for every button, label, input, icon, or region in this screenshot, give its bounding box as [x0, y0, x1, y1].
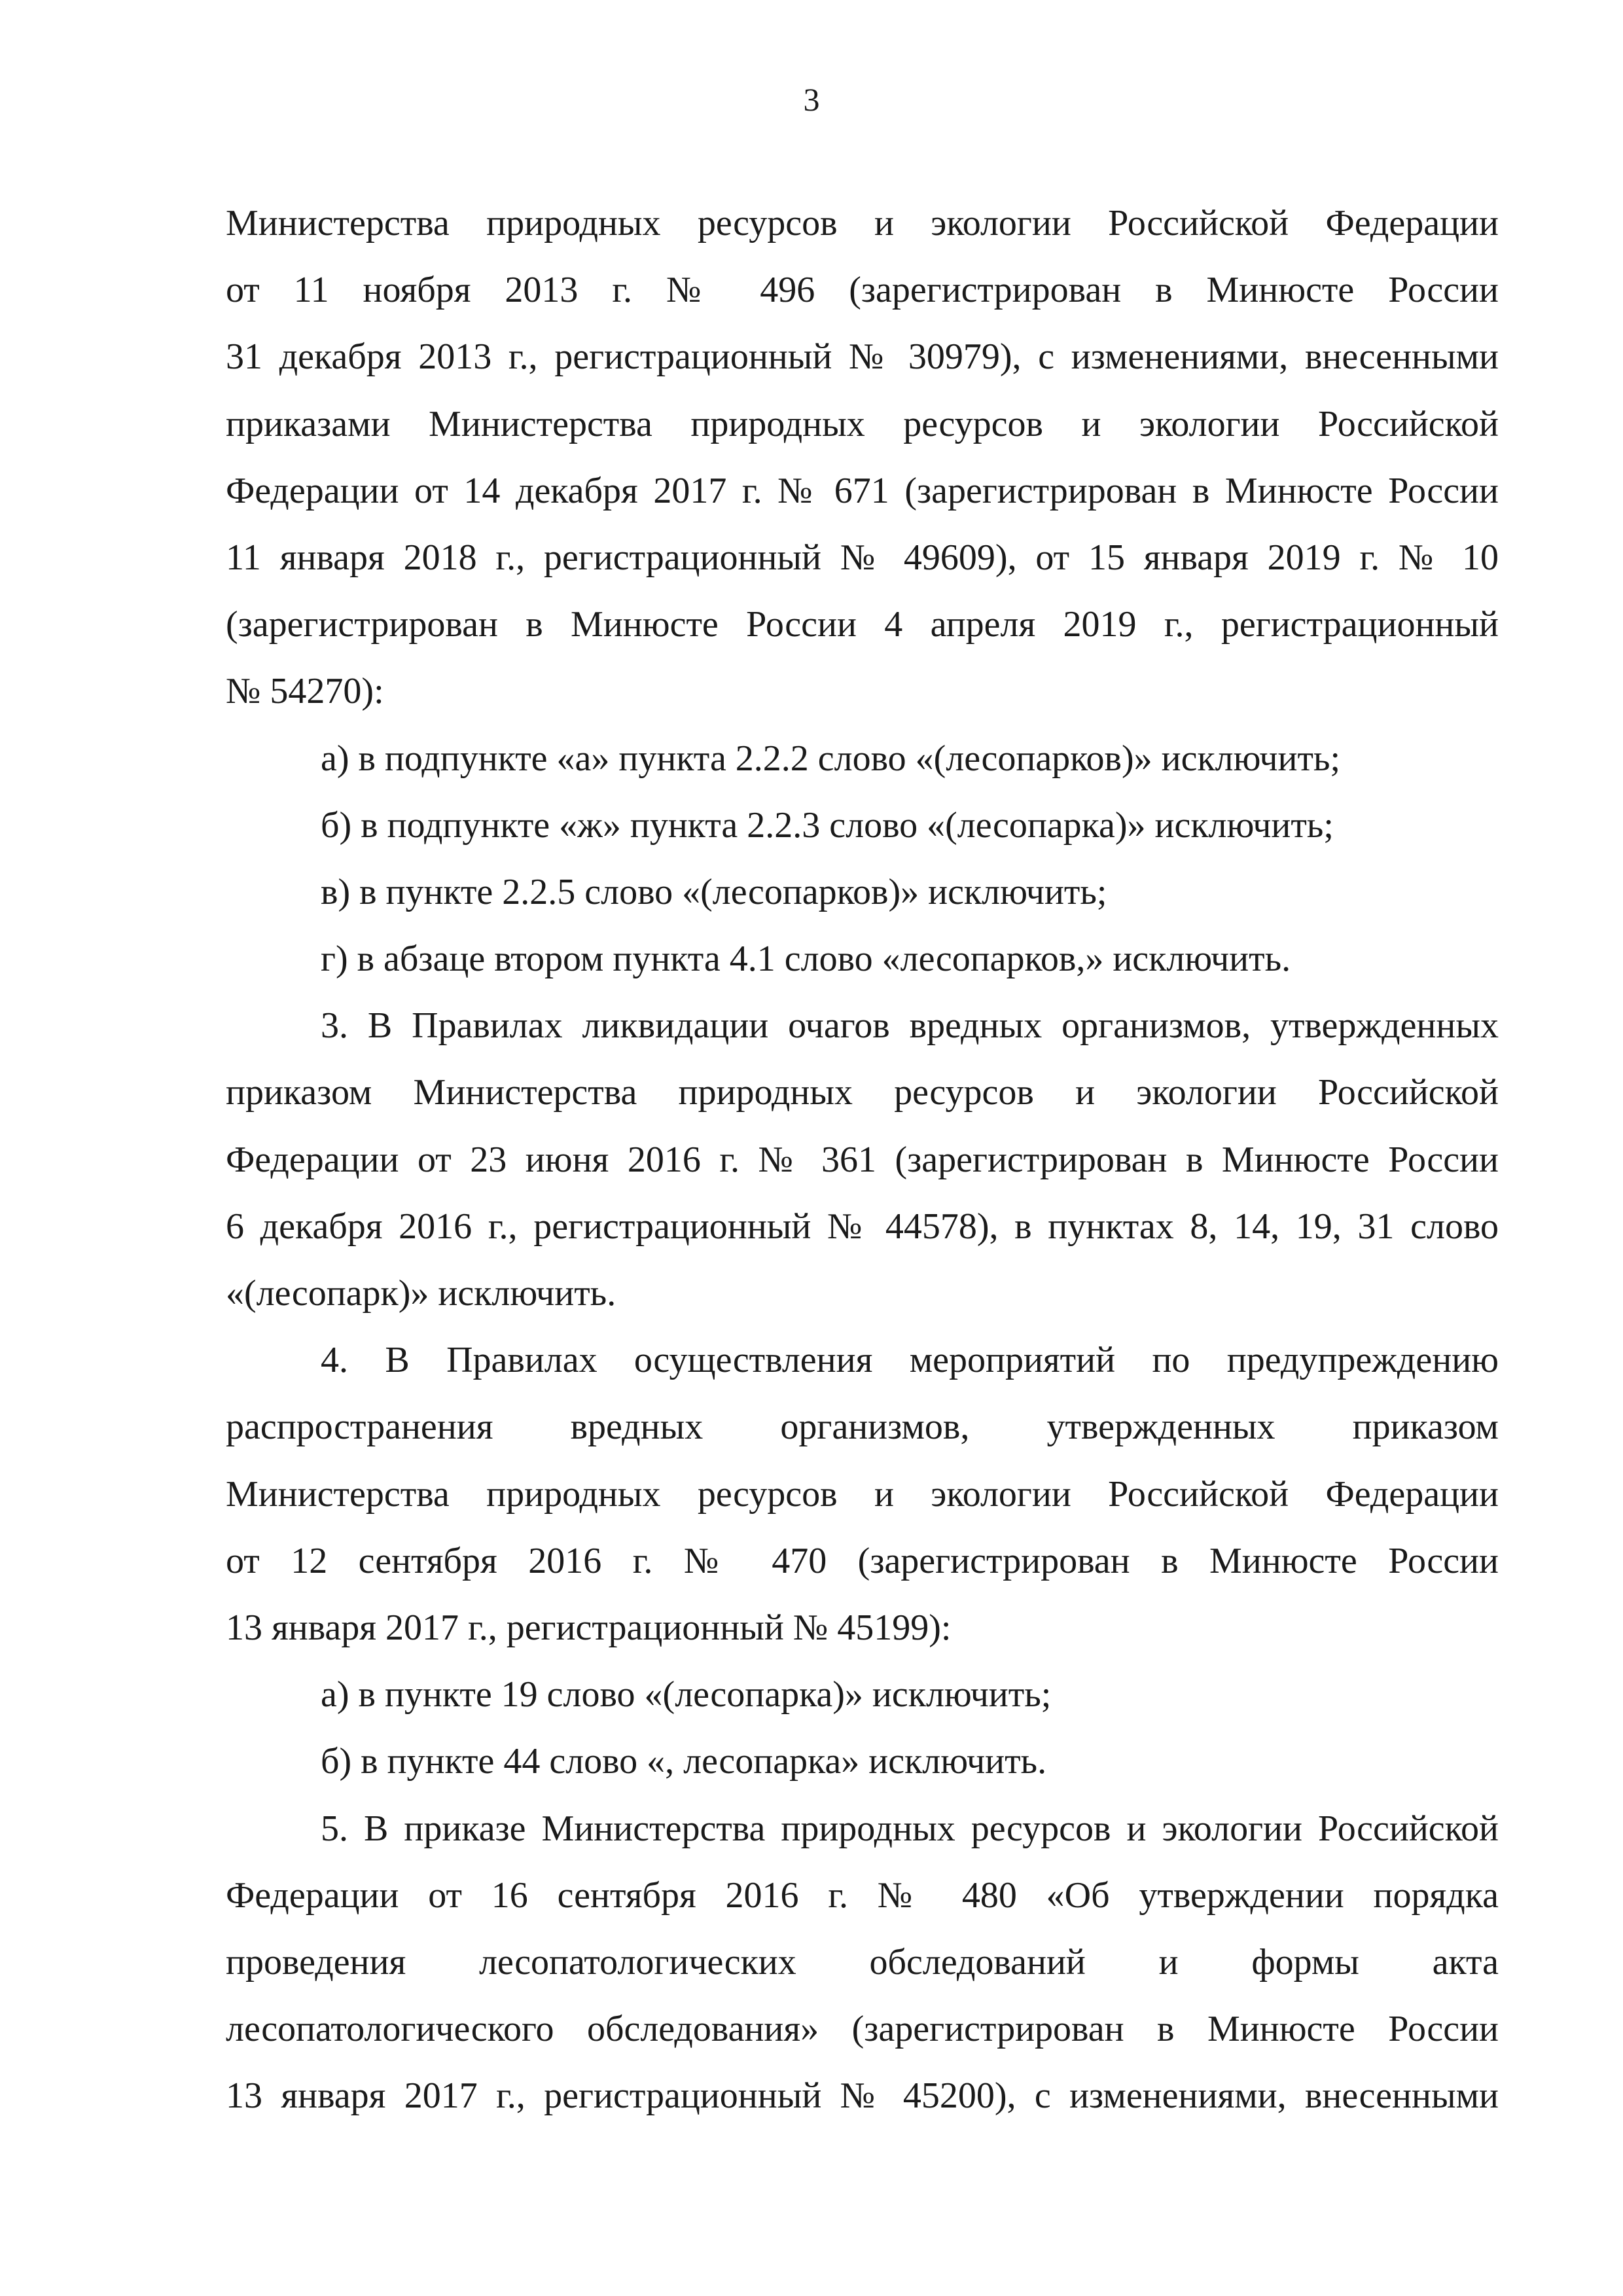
body-text [226, 190, 1499, 2129]
text-line: 31 декабря 2013 г., регистрационный № 30979), с изменениями, внесенными [226, 336, 1499, 378]
paragraph-start: 5. В приказе Министерства природных ресурсов и экологии Российской [321, 1808, 1499, 1849]
list-item: б) в подпункте «ж» пункта 2.2.3 слово «(лесопарка)» исключить; [321, 804, 1334, 846]
text-line: лесопатологического обследования» (зарегистрирован в Минюсте России [226, 2009, 1499, 2050]
text-line: Министерства природных ресурсов и экологии Российской Федерации [226, 1473, 1499, 1515]
text-line: распространения вредных организмов, утвержденных приказом [226, 1407, 1499, 1448]
text-line: Министерства природных ресурсов и экологии Российской Федерации [226, 203, 1499, 243]
text-line: от 11 ноября 2013 г. № 496 (зарегистрирован в Минюсте России [226, 270, 1499, 311]
list-item: б) в пункте 44 слово «, лесопарка» исключить. [321, 1741, 1047, 1782]
text-line: от 12 сентября 2016 г. № 470 (зарегистрирован в Минюсте России [226, 1540, 1499, 1581]
text-line: (зарегистрирован в Минюсте России 4 апреля 2019 г., регистрационный [226, 604, 1499, 645]
text-line: Федерации от 14 декабря 2017 г. № 671 (зарегистрирован в Минюсте России [226, 470, 1499, 511]
paragraph-start: 3. В Правилах ликвидации очагов вредных организмов, утвержденных [321, 1005, 1499, 1047]
text-line: 6 декабря 2016 г., регистрационный № 44578), в пунктах 8, 14, 19, 31 слово [226, 1206, 1499, 1247]
list-item: г) в абзаце втором пункта 4.1 слово «лесопарков,» исключить. [321, 939, 1291, 980]
text-line: Федерации от 16 сентября 2016 г. № 480 «Об утверждении порядка [226, 1874, 1499, 1916]
text-line: «(лесопарк)» исключить. [226, 1273, 616, 1314]
paragraph-start: 4. В Правилах осуществления мероприятий по предупреждению [321, 1340, 1499, 1381]
page-number: 3 [803, 81, 820, 118]
list-item: а) в пункте 19 слово «(лесопарка)» исключить; [321, 1674, 1052, 1715]
text-line: 13 января 2017 г., регистрационный № 45199): [226, 1607, 952, 1648]
text-line: Федерации от 23 июня 2016 г. № 361 (зарегистрирован в Минюсте России [226, 1139, 1499, 1180]
text-line: приказами Министерства природных ресурсов и экологии Российской [226, 403, 1499, 444]
text-line: № 54270): [226, 671, 384, 712]
text-line: приказом Министерства природных ресурсов и экологии Российской [226, 1072, 1499, 1113]
list-item: в) в пункте 2.2.5 слово «(лесопарков)» исключить; [321, 871, 1107, 912]
text-line: 13 января 2017 г., регистрационный № 45200), с изменениями, внесенными [226, 2075, 1499, 2117]
list-item: а) в подпункте «а» пункта 2.2.2 слово «(лесопарков)» исключить; [321, 738, 1341, 779]
text-line: 11 января 2018 г., регистрационный № 49609), от 15 января 2019 г. № 10 [226, 537, 1499, 578]
text-line: проведения лесопатологических обследований и формы акта [226, 1941, 1499, 1982]
